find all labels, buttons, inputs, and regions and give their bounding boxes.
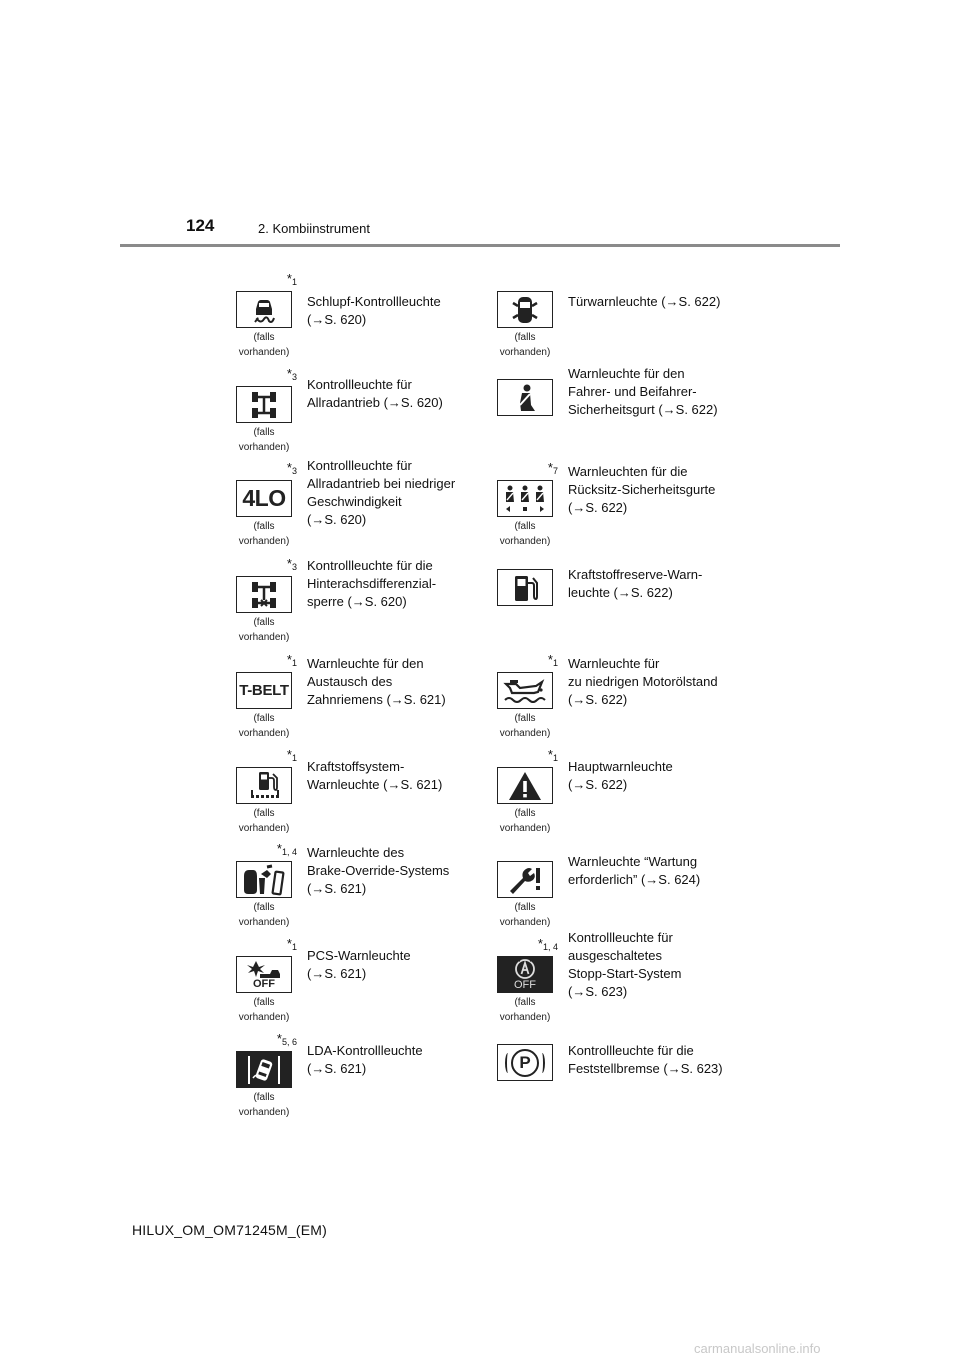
description-line: Geschwindigkeit — [307, 494, 402, 509]
footnote-marker: $*_1$ — [547, 652, 558, 668]
availability-note: (falls vorhanden) — [238, 997, 290, 1023]
indicator-description — [568, 1042, 740, 1078]
pcs-off-label: OFF — [253, 978, 275, 990]
availability-note: (falls vorhanden) — [238, 332, 290, 358]
footnote-marker: $*_1$ — [286, 652, 297, 668]
indicator-entry — [227, 262, 487, 356]
description-line: Sicherheitsgurt (→S. 622) — [568, 402, 718, 417]
description-line: Kontrollleuchte für die — [307, 558, 433, 573]
icon-column — [227, 832, 297, 926]
indicator-description — [307, 844, 479, 898]
4lo-label: 4LO — [242, 485, 286, 511]
indicator-entry — [488, 832, 748, 926]
description-line: Allradantrieb (→S. 620) — [307, 395, 443, 410]
icon-column — [227, 547, 297, 641]
rear-seatbelt-icon — [497, 480, 553, 517]
indicator-description — [568, 463, 740, 517]
description-line: Warnleuchte “Wartung — [568, 854, 698, 869]
description-line: ausgeschaltetes — [568, 948, 662, 963]
icon-column — [227, 643, 297, 737]
footnote-marker: $*_{5, 6}$ — [276, 1031, 297, 1047]
description-line: LDA-Kontrollleuchte — [307, 1043, 423, 1058]
indicator-description — [568, 293, 740, 311]
document-id: HILUX_OM_OM71245M_(EM) — [132, 1222, 328, 1238]
description-line: (→S. 623) — [568, 984, 628, 999]
availability-note: (falls vorhanden) — [238, 808, 290, 834]
description-line: sperre (→S. 620) — [307, 594, 407, 609]
availability-note: (falls vorhanden) — [499, 902, 551, 928]
description-line: Warnleuchte (→S. 621) — [307, 777, 443, 792]
lda-icon — [236, 1051, 292, 1088]
footnote-marker: $*_3$ — [286, 556, 297, 572]
t-belt-label: T-BELT — [239, 682, 289, 699]
availability-note: (falls vorhanden) — [499, 997, 551, 1023]
availability-note: (falls vorhanden) — [499, 521, 551, 547]
description-line: Stopp-Start-System — [568, 966, 682, 981]
description-line: Warnleuchte für — [568, 656, 660, 671]
indicator-description — [307, 376, 479, 412]
description-line: (→S. 621) — [307, 966, 367, 981]
availability-note: (falls vorhanden) — [238, 713, 290, 739]
icon-column — [488, 357, 558, 451]
description-line: leuchte (→S. 622) — [568, 585, 673, 600]
indicator-description — [307, 655, 479, 709]
section-title: 2. Kombiinstrument — [258, 221, 370, 236]
indicator-description — [307, 1042, 479, 1078]
description-line: Feststellbremse (→S. 623) — [568, 1061, 723, 1076]
seatbelt-warning-icon — [497, 379, 553, 416]
indicator-entry — [227, 357, 487, 451]
availability-note: (falls vorhanden) — [499, 808, 551, 834]
slip-indicator-icon — [236, 291, 292, 328]
description-line: zu niedrigen Motorölstand — [568, 674, 718, 689]
indicator-entry — [488, 1022, 748, 1116]
availability-note: (falls vorhanden) — [238, 521, 290, 547]
description-line: Rücksitz-Sicherheitsgurte — [568, 482, 716, 497]
master-warning-icon — [497, 767, 553, 804]
icon-column — [227, 451, 297, 545]
description-line: Warnleuchten für die — [568, 464, 688, 479]
indicator-description — [568, 566, 740, 602]
description-line: Brake-Override-Systems — [307, 863, 450, 878]
description-line: Kraftstoffreserve-Warn- — [568, 567, 703, 582]
indicator-entry — [227, 1022, 487, 1116]
four-wheel-drive-icon — [236, 386, 292, 423]
indicator-description — [307, 557, 479, 611]
description-line: (→S. 620) — [307, 312, 367, 327]
stop-start-off-label: OFF — [514, 979, 536, 991]
pcs-off-icon — [236, 956, 292, 993]
description-line: Hauptwarnleuchte — [568, 759, 673, 774]
description-line: (→S. 621) — [307, 881, 367, 896]
description-line: Allradantrieb bei niedriger — [307, 476, 456, 491]
description-line: erforderlich” (→S. 624) — [568, 872, 701, 887]
icon-column — [488, 643, 558, 737]
description-line: Türwarnleuchte (→S. 622) — [568, 294, 721, 309]
indicator-description — [307, 293, 479, 329]
footnote-marker: $*_1$ — [286, 936, 297, 952]
indicator-entry — [227, 832, 487, 926]
indicator-entry — [488, 738, 748, 832]
indicator-description — [568, 655, 740, 709]
icon-column — [227, 1022, 297, 1116]
description-line: Kontrollleuchte für — [568, 930, 673, 945]
footnote-marker: $*_{1, 4}$ — [537, 936, 558, 952]
rear-diff-lock-icon — [236, 576, 292, 613]
parking-brake-label: P — [519, 1052, 531, 1072]
availability-note: (falls vorhanden) — [238, 617, 290, 643]
footnote-marker: $*_{1, 4}$ — [276, 841, 297, 857]
icon-column — [488, 451, 558, 545]
description-line: (→S. 622) — [568, 500, 628, 515]
header-divider — [120, 244, 840, 247]
footnote-marker: $*_3$ — [286, 366, 297, 382]
indicator-entry — [488, 357, 748, 451]
indicator-entry — [488, 927, 748, 1021]
indicator-entry — [488, 643, 748, 737]
indicator-description — [307, 947, 479, 983]
footnote-marker: $*_1$ — [547, 747, 558, 763]
icon-column — [488, 1022, 558, 1116]
maintenance-required-icon — [497, 861, 553, 898]
icon-column — [227, 927, 297, 1021]
indicator-description — [568, 365, 740, 419]
page-number: 124 — [186, 216, 215, 235]
indicator-entry — [227, 643, 487, 737]
description-line: PCS-Warnleuchte — [307, 948, 411, 963]
availability-note: (falls vorhanden) — [499, 713, 551, 739]
availability-note: (falls vorhanden) — [238, 427, 290, 453]
indicator-description — [568, 758, 740, 794]
indicator-description — [568, 929, 740, 1001]
brake-override-icon — [236, 861, 292, 898]
door-warning-icon — [497, 291, 553, 328]
indicator-entry — [227, 738, 487, 832]
oil-level-icon — [497, 672, 553, 709]
indicator-entry — [227, 547, 487, 641]
footnote-marker: $*_1$ — [286, 271, 297, 287]
icon-column — [227, 262, 297, 356]
watermark: carmanualsonline.info — [694, 1341, 821, 1356]
t-belt-icon — [236, 672, 292, 709]
icon-column — [488, 547, 558, 641]
footnote-marker: $*_3$ — [286, 460, 297, 476]
footnote-marker: $*_7$ — [547, 460, 558, 476]
icon-column — [488, 262, 558, 356]
icon-column — [227, 738, 297, 832]
availability-note: (falls vorhanden) — [238, 1092, 290, 1118]
indicator-entry — [488, 547, 748, 641]
4lo-icon — [236, 480, 292, 517]
indicator-entry — [227, 451, 487, 545]
description-line: (→S. 622) — [568, 692, 628, 707]
description-line: Hinterachsdifferenzial- — [307, 576, 437, 591]
indicator-description — [307, 758, 479, 794]
indicator-entry — [488, 451, 748, 545]
icon-column — [488, 832, 558, 926]
description-line: Warnleuchte für den — [307, 656, 424, 671]
indicator-entry — [227, 927, 487, 1021]
indicator-description — [568, 853, 740, 889]
description-line: (→S. 620) — [307, 512, 367, 527]
description-line: Kontrollleuchte für — [307, 458, 412, 473]
description-line: Warnleuchte des — [307, 845, 405, 860]
footnote-marker: $*_1$ — [286, 747, 297, 763]
stop-start-off-icon — [497, 956, 553, 993]
availability-note: (falls vorhanden) — [238, 902, 290, 928]
indicator-description — [307, 457, 479, 529]
parking-brake-icon — [497, 1044, 553, 1081]
fuel-system-icon — [236, 767, 292, 804]
availability-note: (falls vorhanden) — [499, 332, 551, 358]
description-line: Austausch des — [307, 674, 393, 689]
fuel-reserve-icon — [497, 569, 553, 606]
description-line: (→S. 622) — [568, 777, 628, 792]
icon-column — [227, 357, 297, 451]
description-line: Schlupf-Kontrollleuchte — [307, 294, 441, 309]
description-line: (→S. 621) — [307, 1061, 367, 1076]
icon-column — [488, 927, 558, 1021]
icon-column — [488, 738, 558, 832]
description-line: Kontrollleuchte für — [307, 377, 412, 392]
description-line: Fahrer- und Beifahrer- — [568, 384, 697, 399]
description-line: Zahnriemens (→S. 621) — [307, 692, 446, 707]
description-line: Kontrollleuchte für die — [568, 1043, 694, 1058]
description-line: Warnleuchte für den — [568, 366, 685, 381]
description-line: Kraftstoffsystem- — [307, 759, 405, 774]
indicator-entry — [488, 262, 748, 356]
